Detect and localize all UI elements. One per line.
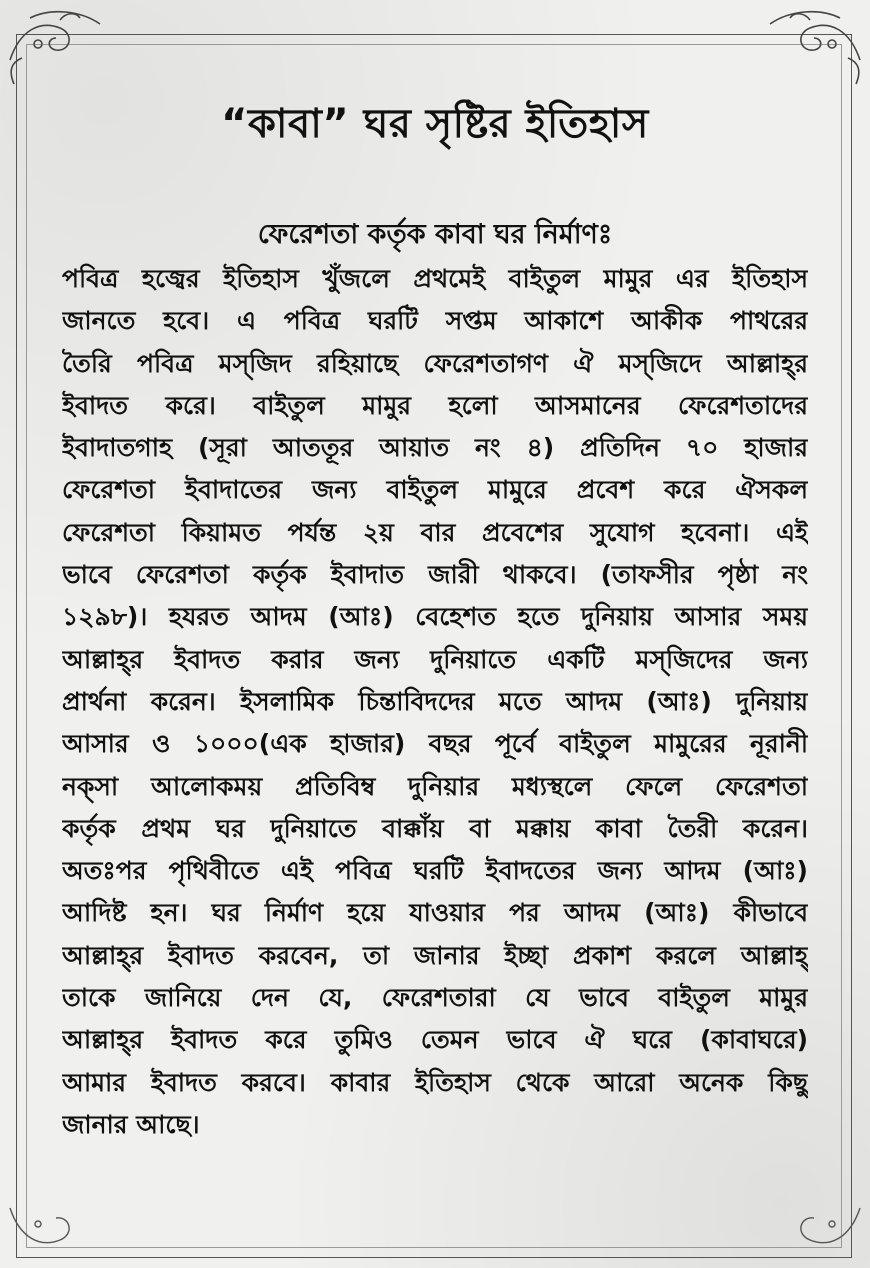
corner-ornament-bottom-left xyxy=(0,1178,120,1268)
corner-ornament-top-left xyxy=(0,0,120,90)
body-paragraph xyxy=(62,258,808,1146)
text-line: ইবাদাতগাহ (সূরা আততূর আয়াত নং ৪) প্রতিদিন ৭০ হাজার xyxy=(62,433,808,463)
text-line: প্রার্থনা করেন। ইসলামিক চিন্তাবিদদের মতে আদম (আঃ) দুনিয়ায় xyxy=(62,686,808,716)
text-line: জানার আছে। xyxy=(62,1109,200,1139)
text-line: অতঃপর পৃথিবীতে এই পবিত্র ঘরটি ইবাদতের জন্য আদম (আঃ) xyxy=(62,856,808,886)
corner-ornament-top-right xyxy=(750,0,870,90)
text-line: ভাবে ফেরেশতা কর্তৃক ইবাদাত জারী থাকবে। (তাফসীর পৃষ্ঠা নং xyxy=(62,560,808,590)
text-line: আল্লাহ্‌র ইবাদত করার জন্য দুনিয়াতে একটি মস্‌জিদের জন্য xyxy=(62,644,808,674)
text-line: কর্তৃক প্রথম ঘর দুনিয়াতে বাক্কাঁয় বা মক্কায় কাবা তৈরী করেন। xyxy=(62,813,808,843)
section-heading: ফেরেশতা কর্তৃক কাবা ঘর নির্মাণঃ xyxy=(257,219,613,250)
text-line: তৈরি পবিত্র মস্‌জিদ রহিয়াছে ফেরেশতাগণ ঐ মস্‌জিদে আল্লাহ্‌র xyxy=(62,348,808,378)
text-line: নক্‌সা আলোকময় প্রতিবিম্ব দুনিয়ার মধ্যস্থলে ফেলে ফেরেশতা xyxy=(62,771,808,801)
text-line: আদিষ্ট হন। ঘর নির্মাণ হয়ে যাওয়ার পর আদম (আঃ) কীভাবে xyxy=(62,898,808,928)
text-line: তাকে জানিয়ে দেন যে, ফেরেশতারা যে ভাবে বাইতুল মামুর xyxy=(62,983,808,1013)
corner-ornament-bottom-right xyxy=(750,1178,870,1268)
text-line: ইবাদত করে। বাইতুল মামুর হলো আসমানের ফেরেশতাদের xyxy=(62,390,808,420)
text-line: আল্লাহ্‌র ইবাদত করবেন, তা জানার ইচ্ছা প্রকাশ করলে আল্লাহ্‌ xyxy=(62,940,808,970)
text-line: ফেরেশতা ইবাদাতের জন্য বাইতুল মামুরে প্রবেশ করে ঐসকল xyxy=(62,475,808,505)
text-line: ১২৯৮)। হযরত আদম (আঃ) বেহেশত হতে দুনিয়ায় আসার সময় xyxy=(62,602,808,632)
text-line: পবিত্র হজ্বের ইতিহাস খুঁজলে প্রথমেই বাইতুল মামুর এর ইতিহাস xyxy=(62,264,808,293)
text-line: আল্লাহ্‌র ইবাদত করে তুমিও তেমন ভাবে ঐ ঘরে (কাবাঘরে) xyxy=(62,1025,808,1055)
text-line: ফেরেশতা কিয়ামত পর্যন্ত ২য় বার প্রবেশের সুযোগ হবেনা। এই xyxy=(62,517,808,547)
text-line: জানতে হবে। এ পবিত্র ঘরটি সপ্তম আকাশে আকীক পাথরের xyxy=(62,306,808,336)
text-line: আমার ইবাদত করবে। কাবার ইতিহাস থেকে আরো অনেক কিছু xyxy=(62,1067,808,1097)
text-line: আসার ও ১০০০(এক হাজার) বছর পূর্বে বাইতুল মামুরের নূরানী xyxy=(62,729,808,759)
page-title: “কাবা” ঘর সৃষ্টির ইতিহাস xyxy=(221,101,649,147)
